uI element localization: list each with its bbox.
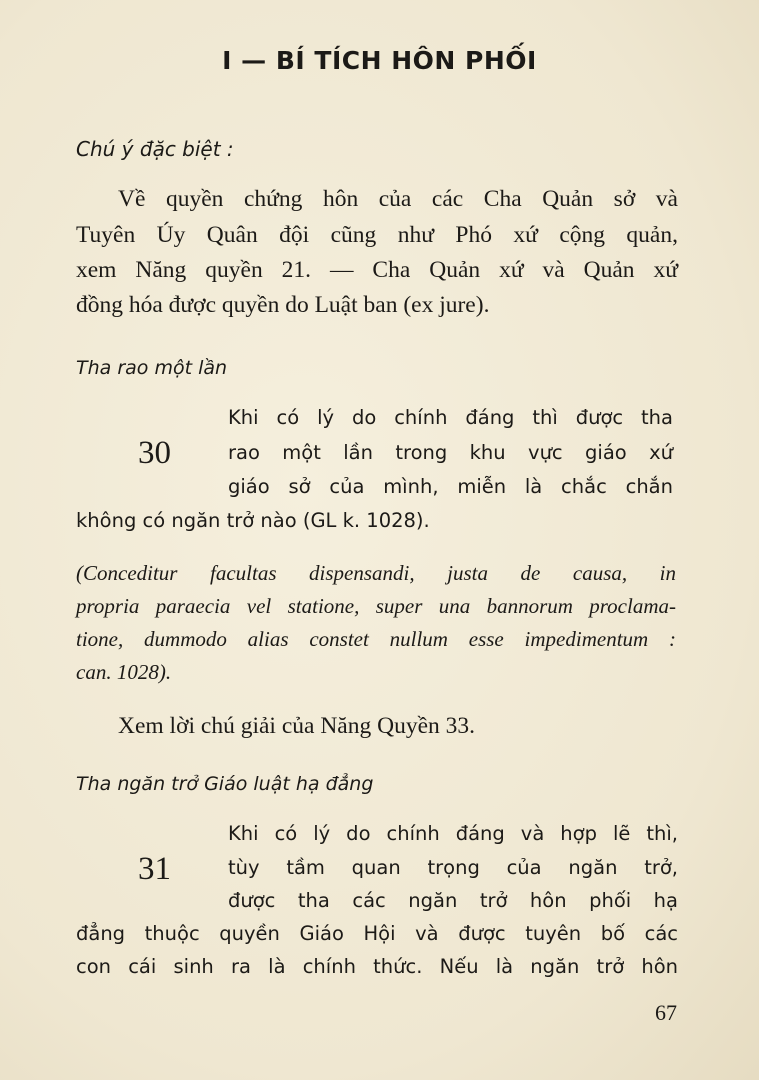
faculty-number-30: 30 <box>138 435 171 471</box>
see-commentary: Xem lời chú giải của Năng Quyền 33. <box>118 713 475 739</box>
note-line-1: Về quyền chứng hôn của các Cha Quản sở và <box>118 186 678 212</box>
latin-line-2: propria paraecia vel statione, super una bannorum proclama- <box>76 594 676 618</box>
faculty-30-line-4: không có ngăn trở nào (GL k. 1028). <box>76 509 430 532</box>
special-note-heading: Chú ý đặc biệt : <box>76 137 234 161</box>
note-line-4: đồng hóa được quyền do Luật ban (ex jure). <box>76 292 490 318</box>
faculty-30-line-2: rao một lần trong khu vực giáo xứ <box>228 441 673 464</box>
section-30-heading: Tha rao một lần <box>76 357 228 379</box>
faculty-31-line-2: tùy tầm quan trọng của ngăn trở, <box>228 856 678 879</box>
faculty-31-line-3: được tha các ngăn trở hôn phối hạ <box>228 889 678 912</box>
faculty-31-line-4: đẳng thuộc quyền Giáo Hội và được tuyên bố các <box>76 922 678 945</box>
latin-line-3: tione, dummodo alias constet nullum esse impedimentum : <box>76 627 676 651</box>
faculty-30-line-1: Khi có lý do chính đáng thì được tha <box>228 406 673 429</box>
faculty-31-line-1: Khi có lý do chính đáng và hợp lẽ thì, <box>228 822 678 845</box>
latin-line-4: can. 1028). <box>76 660 172 684</box>
faculty-30-line-3: giáo sở của mình, miễn là chắc chắn <box>228 475 673 498</box>
page-number: 67 <box>655 1000 677 1025</box>
faculty-31-line-5: con cái sinh ra là chính thức. Nếu là ngăn trở hôn <box>76 955 678 978</box>
note-line-2: Tuyên Úy Quân đội cũng như Phó xứ cộng quản, <box>76 222 678 248</box>
faculty-number-31: 31 <box>138 851 171 887</box>
latin-line-1: (Conceditur facultas dispensandi, justa de causa, in <box>76 561 676 585</box>
section-31-heading: Tha ngăn trở Giáo luật hạ đẳng <box>76 773 374 795</box>
section-title: I — BÍ TÍCH HÔN PHỐI <box>222 46 537 75</box>
note-line-3: xem Năng quyền 21. — Cha Quản xứ và Quản xứ <box>76 257 678 283</box>
